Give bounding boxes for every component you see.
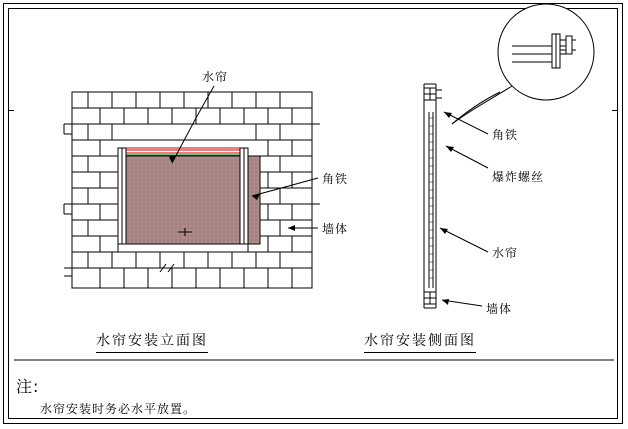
title-side-view: 水帘安装侧面图 (364, 330, 476, 353)
label-water-curtain-top: 水帘 (202, 70, 229, 84)
label-angle-iron-left: 角铁 (322, 172, 349, 186)
side-view (424, 4, 594, 308)
label-expansion-bolt: 爆炸螺丝 (492, 170, 545, 184)
label-water-curtain-right: 水帘 (492, 246, 519, 260)
note-text: 水帘安装时务必水平放置。 (40, 402, 197, 416)
label-wall-left: 墙体 (322, 222, 349, 236)
label-wall-right: 墙体 (486, 302, 513, 316)
title-elevation-view: 水帘安装立面图 (96, 330, 208, 353)
label-angle-iron-right: 角铁 (492, 128, 519, 142)
side-curtain-ticks (429, 118, 433, 278)
elevation-view (64, 86, 320, 288)
note-heading: 注: (16, 377, 40, 396)
